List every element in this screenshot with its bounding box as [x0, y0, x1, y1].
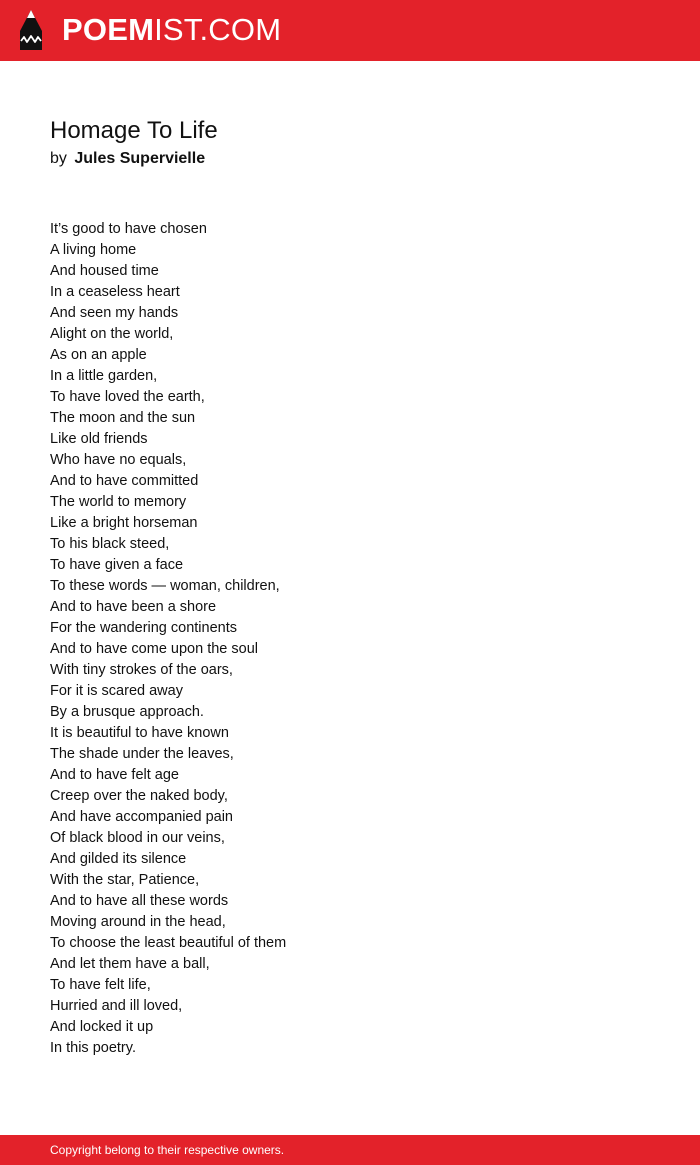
poem-line: In a ceaseless heart: [50, 284, 180, 300]
poem-line: To his black steed,: [50, 536, 170, 552]
poem-line: And housed time: [50, 263, 159, 279]
poem-title: Homage To Life: [50, 117, 218, 144]
poem-line: To choose the least beautiful of them: [50, 935, 287, 951]
poem-line: In a little garden,: [50, 368, 158, 384]
copyright-notice: Copyright belong to their respective owners.: [50, 1143, 285, 1157]
poem-line: For the wandering continents: [50, 620, 237, 636]
poem-line: And to have been a shore: [50, 599, 217, 615]
poem-line: And let them have a ball,: [50, 956, 210, 972]
poem-line: The shade under the leaves,: [50, 746, 234, 762]
poem-line: And gilded its silence: [50, 851, 187, 867]
poem-line: And locked it up: [50, 1019, 154, 1035]
poem-line: And to have felt age: [50, 767, 179, 783]
poem-author: Jules Supervielle: [74, 150, 206, 167]
poem-line: To have loved the earth,: [50, 389, 205, 405]
by-label: by: [50, 150, 67, 167]
poem-line: Hurried and ill loved,: [50, 998, 183, 1014]
poem-line: And to have committed: [50, 473, 199, 489]
poem-line: Moving around in the head,: [50, 914, 226, 930]
poem-line: By a brusque approach.: [50, 704, 204, 720]
site-footer: [0, 1135, 700, 1165]
poem-line: As on an apple: [50, 347, 147, 363]
poem-line: It’s good to have chosen: [50, 221, 207, 237]
poem-line: To have felt life,: [50, 977, 151, 993]
poem-body: [50, 219, 286, 1059]
poem-line: With the star, Patience,: [50, 872, 200, 888]
poem-line: Alight on the world,: [50, 326, 174, 342]
poem-line: Of black blood in our veins,: [50, 830, 225, 846]
site-header: [0, 0, 700, 61]
poem-line: The moon and the sun: [50, 410, 196, 426]
poem-line: It is beautiful to have known: [50, 725, 229, 741]
poem-line: For it is scared away: [50, 683, 183, 699]
logo-text-bold: POEM: [62, 12, 155, 47]
poem-line: With tiny strokes of the oars,: [50, 662, 233, 678]
poem-line: Like old friends: [50, 431, 148, 447]
poem-byline: [50, 148, 205, 170]
poem-line: And to have all these words: [50, 893, 229, 909]
pencil-icon: [18, 9, 44, 51]
poem-line: And to have come upon the soul: [50, 641, 258, 657]
poem-line: Who have no equals,: [50, 452, 187, 468]
poem-line: A living home: [50, 242, 137, 258]
poem-line: Like a bright horseman: [50, 515, 198, 531]
poem-line: To have given a face: [50, 557, 184, 573]
site-logo[interactable]: [62, 12, 281, 48]
poem-line: And have accompanied pain: [50, 809, 233, 825]
poem-line: In this poetry.: [50, 1040, 136, 1056]
poem-line: The world to memory: [50, 494, 187, 510]
poem-line: To these words — woman, children,: [50, 578, 280, 594]
logo-text-light: IST.COM: [154, 12, 282, 47]
poem-line: Creep over the naked body,: [50, 788, 228, 804]
poem-line: And seen my hands: [50, 305, 179, 321]
